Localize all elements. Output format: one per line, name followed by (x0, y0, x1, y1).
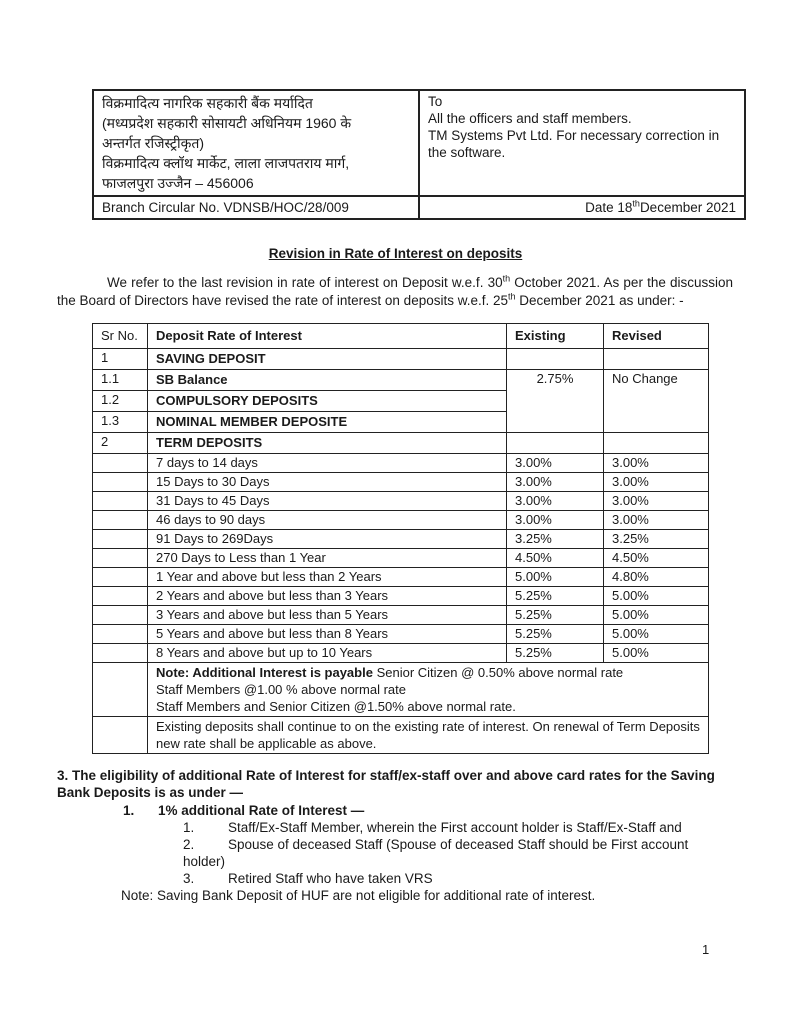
table-row (93, 625, 709, 644)
revised-cell: 3.00% (604, 473, 709, 492)
additional-interest-note-cell (148, 663, 709, 717)
table-row-saving-deposit (93, 349, 709, 370)
deposit-label-cell: 31 Days to 45 Days (148, 492, 507, 511)
revised-cell: 5.00% (604, 606, 709, 625)
deposit-label-cell: SB Balance (148, 370, 507, 391)
col-header-sr-no: Sr No. (93, 324, 148, 349)
deposit-label-cell: 5 Years and above but less than 8 Years (148, 625, 507, 644)
col-header-revised: Revised (604, 324, 709, 349)
col-header-existing: Existing (507, 324, 604, 349)
sr-cell (93, 549, 148, 568)
existing-cell: 5.25% (507, 644, 604, 663)
revised-cell: 3.00% (604, 454, 709, 473)
section-3-subitem: 1. Staff/Ex-Staff Member, wherein the First account holder is Staff/Ex-Staff and (183, 820, 682, 835)
table-row (93, 473, 709, 492)
table-row (93, 549, 709, 568)
interest-rates-table (92, 323, 709, 754)
sr-cell (93, 644, 148, 663)
revised-cell: 4.80% (604, 568, 709, 587)
sr-cell: 1 (93, 349, 148, 370)
section-3-item-1: 1. 1% additional Rate of Interest — (123, 803, 365, 818)
existing-cell: 5.25% (507, 587, 604, 606)
sr-cell: 1.3 (93, 412, 148, 433)
recipient-block (419, 90, 745, 196)
section-3-heading: 3. The eligibility of additional Rate of Interest for staff/ex-staff over and above card rates for the Saving Bank Deposits is as under — (57, 768, 715, 800)
intro-paragraph: We refer to the last revision in rate of interest on Deposit w.e.f. 30th October 2021. As per the discussion the Board of Directors have revised the rate of interest on deposits w.e.f. 25th December 2021 as under: - (57, 273, 733, 308)
bank-name-line: (मध्यप्रदेश सहकारी सोसायटी अधिनियम 1960 के (102, 115, 352, 131)
bank-name-block (93, 90, 419, 196)
note-line: Existing deposits shall continue to on the existing rate of interest. On renewal of Term Deposits new rate shall be applicable as above. (156, 719, 700, 751)
revised-cell-empty (604, 349, 709, 370)
table-row-sb-balance (93, 370, 709, 391)
table-row (93, 492, 709, 511)
deposit-label-cell: SAVING DEPOSIT (148, 349, 507, 370)
existing-cell: 5.25% (507, 625, 604, 644)
table-row (93, 530, 709, 549)
date-text: Date 18 (585, 200, 633, 215)
revised-cell: 3.00% (604, 511, 709, 530)
deposit-label-cell: 2 Years and above but less than 3 Years (148, 587, 507, 606)
page-number: 1 (702, 942, 710, 957)
deposit-label-cell: 7 days to 14 days (148, 454, 507, 473)
existing-cell: 3.00% (507, 454, 604, 473)
sr-cell (93, 717, 148, 754)
note-line: Staff Members @1.00 % above normal rate (156, 682, 406, 697)
existing-cell: 5.25% (507, 606, 604, 625)
header-box-bottom-row (93, 196, 745, 219)
revised-cell: 3.00% (604, 492, 709, 511)
bank-name-line: विक्रमादित्य नागरिक सहकारी बैंक मर्यादित (102, 95, 313, 111)
revised-cell: 5.00% (604, 587, 709, 606)
recipient-line: All the officers and staff members. (428, 111, 632, 126)
section-3-subitem: 2. Spouse of deceased Staff (Spouse of deceased Staff should be First account holder) (183, 837, 689, 869)
revised-cell: 3.25% (604, 530, 709, 549)
existing-cell-empty (507, 349, 604, 370)
sr-cell (93, 606, 148, 625)
table-row-term-deposits (93, 433, 709, 454)
sr-cell (93, 663, 148, 717)
revised-cell: 5.00% (604, 625, 709, 644)
section-3 (57, 767, 733, 904)
sr-cell (93, 492, 148, 511)
table-row (93, 511, 709, 530)
bank-name-line: अन्तर्गत रजिस्ट्रीकृत) (102, 135, 205, 151)
table-row (93, 568, 709, 587)
existing-cell: 3.00% (507, 511, 604, 530)
bank-name-line: फाजलपुरा उज्जैन – 456006 (102, 175, 254, 191)
sr-cell (93, 454, 148, 473)
sr-cell (93, 568, 148, 587)
recipient-to: To (428, 94, 443, 109)
revised-cell: 4.50% (604, 549, 709, 568)
section-3-note: Note: Saving Bank Deposit of HUF are not eligible for additional rate of interest. (121, 888, 596, 903)
deposit-label-cell: TERM DEPOSITS (148, 433, 507, 454)
existing-cell: 4.50% (507, 549, 604, 568)
circular-number: Branch Circular No. VDNSB/HOC/28/009 (93, 196, 419, 219)
header-box (92, 89, 746, 220)
sr-cell (93, 511, 148, 530)
table-row (93, 606, 709, 625)
circular-date (419, 196, 745, 219)
sr-cell (93, 530, 148, 549)
existing-deposits-note-cell (148, 717, 709, 754)
section-3-subitem: 3. Retired Staff who have taken VRS (183, 871, 433, 886)
deposit-label-cell: COMPULSORY DEPOSITS (148, 391, 507, 412)
note-line: Note: Additional Interest is payable Senior Citizen @ 0.50% above normal rate (156, 665, 624, 680)
sr-cell: 1.2 (93, 391, 148, 412)
note-line: Staff Members and Senior Citizen @1.50% above normal rate. (156, 699, 516, 714)
recipient-line: TM Systems Pvt Ltd. For necessary correction in the software. (428, 128, 720, 160)
bank-name-line: विक्रमादित्य क्लॉथ मार्केट, लाला लाजपतराय मार्ग, (102, 155, 350, 171)
deposit-label-cell: 46 days to 90 days (148, 511, 507, 530)
deposit-label-cell: NOMINAL MEMBER DEPOSITE (148, 412, 507, 433)
date-text: December 2021 (639, 200, 736, 215)
col-header-deposit: Deposit Rate of Interest (148, 324, 507, 349)
revised-cell-merged: No Change (604, 370, 709, 433)
revised-cell-empty (604, 433, 709, 454)
existing-cell-merged: 2.75% (507, 370, 604, 433)
header-box-top-row (93, 90, 745, 196)
date-superscript: th (632, 198, 640, 209)
table-row-note-additional-interest (93, 663, 709, 717)
existing-cell-empty (507, 433, 604, 454)
table-row (93, 587, 709, 606)
existing-cell: 3.25% (507, 530, 604, 549)
existing-cell: 3.00% (507, 473, 604, 492)
table-row (93, 644, 709, 663)
sr-cell: 2 (93, 433, 148, 454)
deposit-label-cell: 3 Years and above but less than 5 Years (148, 606, 507, 625)
sr-cell (93, 587, 148, 606)
revised-cell: 5.00% (604, 644, 709, 663)
document-title: Revision in Rate of Interest on deposits (268, 246, 523, 261)
deposit-label-cell: 1 Year and above but less than 2 Years (148, 568, 507, 587)
existing-cell: 3.00% (507, 492, 604, 511)
sr-cell: 1.1 (93, 370, 148, 391)
existing-cell: 5.00% (507, 568, 604, 587)
table-header-row (93, 324, 709, 349)
sr-cell (93, 625, 148, 644)
deposit-label-cell: 8 Years and above but up to 10 Years (148, 644, 507, 663)
deposit-label-cell: 15 Days to 30 Days (148, 473, 507, 492)
table-row (93, 454, 709, 473)
deposit-label-cell: 270 Days to Less than 1 Year (148, 549, 507, 568)
table-row-note-existing-deposits (93, 717, 709, 754)
deposit-label-cell: 91 Days to 269Days (148, 530, 507, 549)
sr-cell (93, 473, 148, 492)
